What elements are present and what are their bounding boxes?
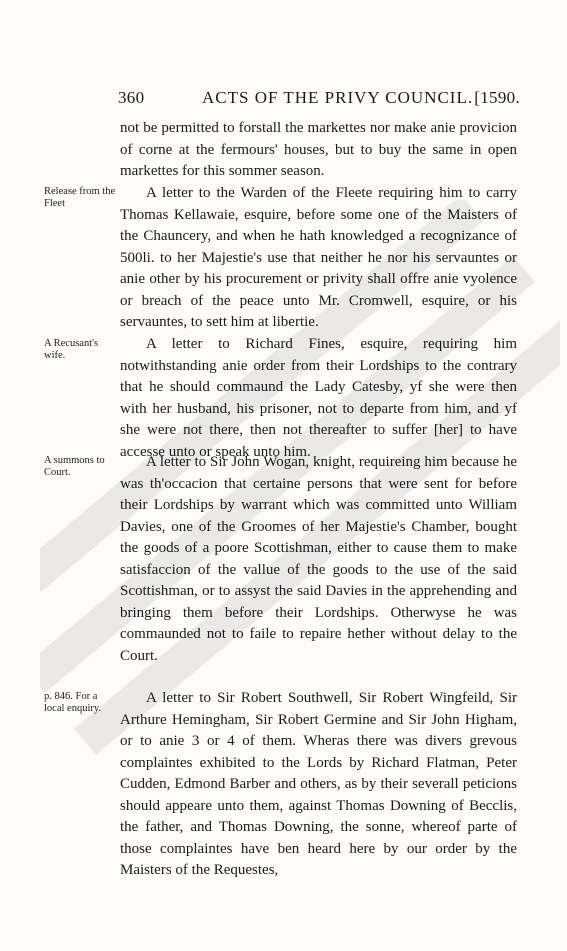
margin-note-text: A Recusant's wife. [44, 338, 99, 361]
paragraph-text: A letter to the Warden of the Fleete requiring him to carry Thomas Kellawaie, esquire, before some one of the Maisters of the Chauncery, and when he hath knowledged a recognizance of 500li. to her Majestie's use that neither he nor his servauntes or anie other by his procurement or privity shall offre anie vyolence or breach of the peace unto Mr. Cromwell, esquire, or his servauntes, to sett him at libertie. [120, 185, 517, 330]
paragraph-summons-to-court [120, 452, 517, 667]
paragraph-local-enquiry [120, 688, 517, 882]
margin-note-summons [44, 455, 118, 479]
paragraph-text: not be permitted to forstall the markettes nor make anie provicion of corne at the fermours' houses, but to buy the same in open markettes for this sommer season. [120, 120, 517, 179]
margin-note-local-enquiry [44, 691, 118, 715]
page-number: 360 [118, 88, 145, 107]
margin-note-text: Release from the Fleet [44, 186, 116, 209]
paragraph-continuation [120, 118, 517, 183]
margin-note-text: A summons to Court. [44, 455, 105, 478]
paragraph-text: A letter to Sir Robert Southwell, Sir Robert Wingfeild, Sir Arthure Hemingham, Sir Robert Germine and Sir John Higham, or to anie 3 or 4 of them. Wheras there was divers grevous complaintes exhibited to the Lords by Richard Flatman, Peter Cudden, Edmond Barber and others, as by their severall peticions should appeare unto them, against Thomas Downing of Becclis, the father, and Thomas Downing, the sonne, whereof parte of those complaintes have ben heard here by our order by the Maisters of the Requestes, [120, 690, 517, 878]
paragraph-text: A letter to Richard Fines, esquire, requiring him notwithstanding anie order from their Lordships to the contrary that he should commaund the Lady Catesby, yf she were then with her husband, his prisoner, not to departe from him, and yf she were not there, then not thereafter to suffer [her] to have accesse unto or speak unto him. [120, 336, 517, 460]
header-year: [1590. [474, 88, 520, 107]
running-title: ACTS OF THE PRIVY COUNCIL. [202, 88, 474, 107]
margin-note-recusant [44, 338, 118, 362]
paragraph-release-from-fleet [120, 183, 517, 334]
margin-note-text: p. 846. For a local enquiry. [44, 691, 102, 714]
paragraph-recusant-wife [120, 334, 517, 463]
margin-note-release [44, 186, 118, 210]
running-header [118, 88, 520, 110]
paragraph-text: A letter to Sir John Wogan, knight, requireing him because he was th'occacion that certaine persons that were sent for before their Lordships by warrant which was committed unto William Davies, one of the Groomes of her Majestie's Chamber, bought the goods of a poore Scottishman, either to cause them to make satisfaccion of the vallue of the goods to the use of the said Scottishman, or to assyst the said Davies in the apprehending and bringing them before their Lordships. Otherwyse he was commaunded not to faile to repaire hether without delay to the Court. [120, 454, 517, 664]
